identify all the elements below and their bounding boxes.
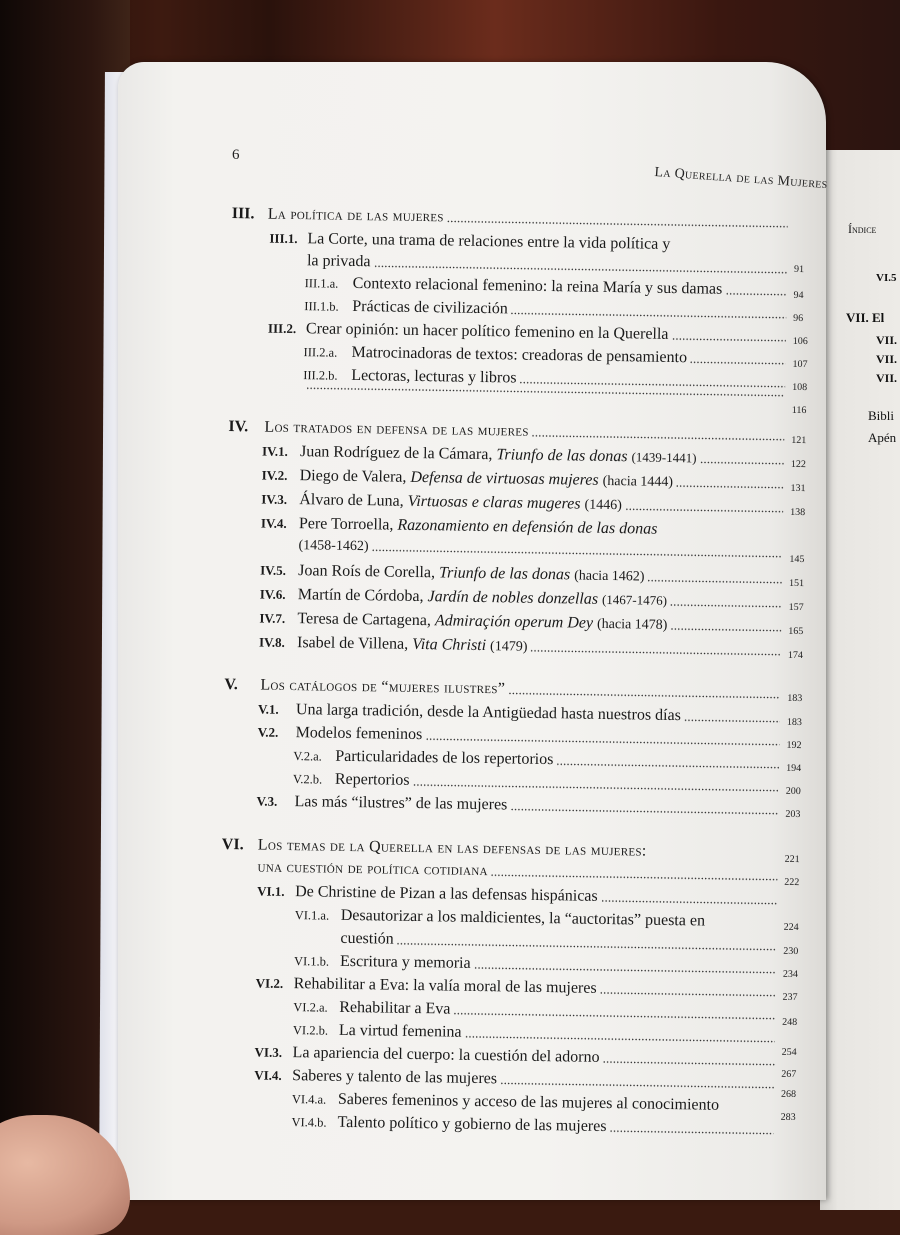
entry-text: Pere Torroella, [298, 515, 394, 534]
entry-page: 96 [793, 312, 804, 325]
facing-item: VII. El [846, 310, 885, 325]
leader-dots [670, 628, 781, 632]
entry-page: 151 [788, 577, 805, 590]
entry-label: III.2.b. [303, 368, 338, 383]
facing-item: VII. [876, 371, 898, 385]
entry-date: (1467-1476) [601, 591, 668, 608]
leader-dots [372, 549, 783, 557]
toc-entry [262, 467, 784, 493]
entry-page: 165 [788, 625, 804, 638]
leader-dots [602, 1061, 774, 1066]
entry-text: La apariencia del cuerpo: la cuestión del adorno [292, 1044, 600, 1066]
leader-dots [556, 763, 779, 769]
leader-dots [530, 650, 781, 656]
entry-text: Isabel de Villena, [296, 634, 409, 653]
toc-section-heading [232, 205, 788, 232]
leader-dots [670, 604, 782, 608]
entry-page: 122 [790, 458, 807, 471]
leader-dots [690, 361, 786, 365]
entry-text: Matrocinadoras de textos: creadoras de pensamiento [351, 343, 688, 367]
entry-label: VI.1.a. [294, 908, 330, 923]
section-page: 183 [787, 692, 803, 705]
entry-page: 254 [781, 1046, 797, 1059]
section-page: 221 [784, 853, 800, 866]
entry-page: 138 [790, 506, 806, 519]
section-title: Los catálogos de “mujeres ilustres” [260, 676, 506, 698]
leader-dots [676, 485, 784, 489]
facing-item: Apén [868, 430, 897, 445]
entry-label: VI.4. [254, 1067, 282, 1083]
entry-text: La Corte, una trama de relaciones entre la vida política y [307, 230, 671, 253]
toc-entry [292, 1090, 774, 1116]
entry-text: Lectoras, lecturas y libros [351, 366, 517, 387]
toc-entry [293, 747, 779, 773]
entry-page: 222 [784, 876, 800, 889]
leader-dots [447, 220, 788, 227]
entry-page: 145 [789, 553, 805, 566]
entry-text: Una larga tradición, desde la Antigüedad hasta nuestros días [295, 701, 682, 725]
entry-label: V.2.a. [293, 749, 322, 764]
entry-page: 131 [790, 482, 806, 495]
toc-entry [259, 610, 781, 636]
entry-label: IV.6. [259, 586, 286, 602]
entry-title: Admiraçión operum Dey [434, 612, 594, 632]
entry-label: VI.4.b. [291, 1115, 327, 1130]
toc-entry [257, 724, 779, 750]
entry-text: Modelos femeninos [295, 724, 423, 744]
entry-page: 203 [785, 808, 801, 821]
leader-dots [491, 874, 778, 881]
entry-label: III.1.a. [304, 276, 339, 291]
entry-text: Saberes y talento de las mujeres [292, 1067, 498, 1088]
entry-label: VI.1.b. [293, 954, 330, 969]
entry-text: Diego de Valera, [299, 467, 407, 486]
leader-dots [647, 580, 782, 584]
entry-title: Triunfo de las donas [438, 564, 571, 584]
entry-text: Particularidades de los repertorios [335, 747, 554, 769]
facing-item: VII. [876, 352, 898, 366]
entry-page: 194 [786, 762, 802, 775]
entry-label: VI.2.a. [293, 1000, 328, 1015]
leader-dots [474, 967, 776, 974]
entry-title: Jardín de nobles donzellas [427, 588, 599, 608]
entry-text: Teresa de Cartagena, [297, 610, 432, 630]
leader-dots [671, 338, 785, 342]
entry-page: 183 [786, 716, 802, 729]
entry-date: (1458-1462) [298, 538, 369, 555]
toc-entry [293, 770, 779, 796]
toc-entry [293, 1021, 775, 1047]
toc-entry [261, 515, 783, 541]
entry-date: (hacia 1444) [602, 473, 674, 490]
toc-entry [305, 274, 787, 300]
leader-dots [609, 1130, 773, 1135]
toc-entry [269, 230, 787, 256]
toc-entry [293, 998, 775, 1024]
entry-title: Triunfo de las donas [496, 446, 628, 466]
entry-label: IV.1. [261, 443, 288, 459]
entry-text: Martín de Córdoba, [297, 586, 424, 606]
entry-label: IV.4. [260, 515, 287, 531]
toc-entry [259, 634, 781, 660]
entry-title: Razonamiento en defensión de las donas [397, 516, 658, 538]
toc-entry [295, 906, 777, 932]
entry-label: III.1. [269, 230, 298, 247]
entry-date: (hacia 1478) [596, 616, 668, 633]
entry-text: Crear opinión: un hacer político femenino en la Querella [305, 320, 669, 343]
leader-dots [511, 312, 787, 318]
leader-dots [373, 265, 786, 273]
entry-label: III.1.b. [304, 299, 339, 314]
toc-entry [291, 1113, 773, 1139]
entry-page: 116 [791, 404, 807, 417]
leader-dots [625, 508, 783, 512]
entry-label: VI.1. [257, 883, 285, 899]
entry-page: 248 [782, 1016, 798, 1029]
entry-title: Vita Christi [412, 635, 487, 655]
toc-section-heading [228, 418, 784, 445]
entry-text: la privada [306, 252, 371, 271]
leader-dots [425, 738, 779, 746]
entry-text: La virtud femenina [338, 1021, 462, 1041]
entry-label: VI.2.b. [292, 1023, 329, 1038]
leader-dots [500, 1082, 774, 1088]
entry-date: (1446) [584, 497, 622, 514]
entry-label: V.2. [257, 724, 279, 740]
entry-text: Saberes femeninos y acceso de las mujeres al conocimiento [337, 1090, 720, 1114]
entry-page: 157 [788, 601, 804, 614]
entry-page: 107 [792, 358, 808, 371]
entry-label: IV.3. [261, 491, 288, 507]
facing-item: VI.5 [876, 272, 897, 284]
entry-text: Escritura y memoria [339, 952, 471, 972]
entry-page: 234 [782, 968, 798, 981]
toc-entry [257, 883, 777, 909]
facing-item: Bibli [868, 408, 895, 423]
entry-text: Contexto relacional femenino: la reina María y sus damas [352, 274, 723, 298]
toc-section-heading [224, 676, 780, 703]
entry-text: De Christine de Pizan a las defensas hispánicas [295, 883, 598, 905]
section-page: 121 [791, 434, 807, 447]
entry-label: III.2. [267, 320, 297, 337]
entry-text: Prácticas de civilización [352, 297, 508, 318]
toc-entry [268, 320, 786, 346]
section-number: III. [231, 205, 255, 223]
leader-dots [519, 382, 785, 388]
entry-text: Talento político y gobierno de las mujeres [337, 1113, 607, 1136]
toc-entry [307, 252, 787, 278]
entry-page: 237 [782, 991, 798, 1004]
toc-entry [260, 562, 782, 588]
toc-entry [256, 792, 778, 818]
entry-label: V.2.b. [292, 772, 323, 787]
toc-entry [298, 538, 782, 562]
entry-page: 283 [780, 1111, 796, 1123]
entry-date: (hacia 1462) [574, 568, 645, 585]
entry-label: IV.5. [260, 562, 287, 578]
entry-label: IV.8. [258, 634, 285, 650]
entry-title: Virtuosas e claras mugeres [407, 492, 581, 513]
entry-page: 174 [787, 649, 804, 662]
leader-dots [397, 943, 777, 951]
section-number: VI. [221, 835, 244, 854]
toc-entry [256, 975, 776, 1001]
entry-text: Rehabilitar a Eva [339, 998, 451, 1018]
entry-text: Repertorios [334, 770, 410, 789]
leader-dots [510, 808, 778, 814]
toc-entry [254, 1066, 774, 1092]
leader-dots [684, 719, 780, 723]
toc-entry [260, 586, 782, 612]
entry-label: V.3. [256, 793, 278, 809]
entry-label: IV.7. [259, 610, 286, 626]
entry-label: IV.2. [261, 467, 288, 483]
facing-item: VII. [876, 333, 898, 347]
toc-entry [340, 930, 776, 955]
toc-section-heading [257, 859, 777, 885]
leader-dots [532, 435, 785, 441]
toc-entry [261, 491, 783, 517]
toc-entry [303, 343, 785, 369]
entry-label: VI.4.a. [291, 1092, 327, 1107]
entry-label: VI.3. [254, 1044, 283, 1060]
toc-entry [254, 1043, 774, 1069]
leader-dots [601, 900, 777, 905]
toc-entry [258, 701, 780, 727]
entry-page: 224 [783, 921, 799, 934]
entry-label: VI.2. [255, 975, 284, 991]
leader-dots [508, 692, 780, 698]
entry-page: 230 [783, 945, 799, 958]
page-number: 6 [232, 147, 240, 163]
entry-date: (1439-1441) [631, 449, 697, 466]
leader-dots [412, 784, 778, 792]
section-title: La política de las mujeres [267, 205, 444, 226]
entry-text: Rehabilitar a Eva: la valía moral de las mujeres [293, 975, 597, 997]
section-title: Los temas de la Querella en las defensas de las mujeres: [257, 836, 647, 860]
entry-page: 267 [781, 1068, 797, 1081]
entry-text: Joan Roís de Corella, [298, 562, 436, 582]
entry-text: cuestión [340, 929, 394, 948]
entry-label: V.1. [257, 701, 279, 717]
entry-text: Las más “ilustres” de las mujeres [294, 793, 508, 814]
entry-text: Desautorizar a los maldicientes, la “auctoritas” puesta en [340, 906, 706, 930]
entry-page: 268 [780, 1088, 797, 1101]
entry-date: (1479) [489, 639, 528, 655]
entry-page: 200 [785, 785, 801, 798]
toc-entry [294, 952, 776, 978]
entry-label: III.2.a. [303, 345, 338, 360]
toc-entry [304, 297, 786, 323]
leader-dots [453, 1013, 775, 1020]
section-number: IV. [228, 418, 249, 436]
entry-page: 91 [793, 263, 805, 276]
entry-page: 94 [793, 289, 804, 302]
leader-dots [464, 1036, 774, 1043]
leader-dots [699, 461, 784, 464]
leader-dots [725, 293, 786, 296]
entry-page: 106 [792, 335, 808, 348]
entry-page: 192 [786, 739, 802, 752]
section-title: Los tratados en defensa de las mujeres [264, 418, 529, 440]
entry-text: Álvaro de Luna, [299, 491, 404, 510]
facing-page-heading: Índice [848, 222, 877, 236]
toc-entry [262, 443, 784, 469]
section-title: una cuestión de política cotidiana [257, 858, 488, 880]
running-head: La Querella de las Mujeres [653, 165, 829, 193]
entry-page: 108 [792, 381, 808, 394]
leader-dots [600, 992, 776, 997]
section-number: V. [224, 675, 239, 694]
entry-title: Defensa de virtuosas mujeres [410, 468, 599, 489]
entry-text: Juan Rodríguez de la Cámara, [299, 443, 493, 464]
